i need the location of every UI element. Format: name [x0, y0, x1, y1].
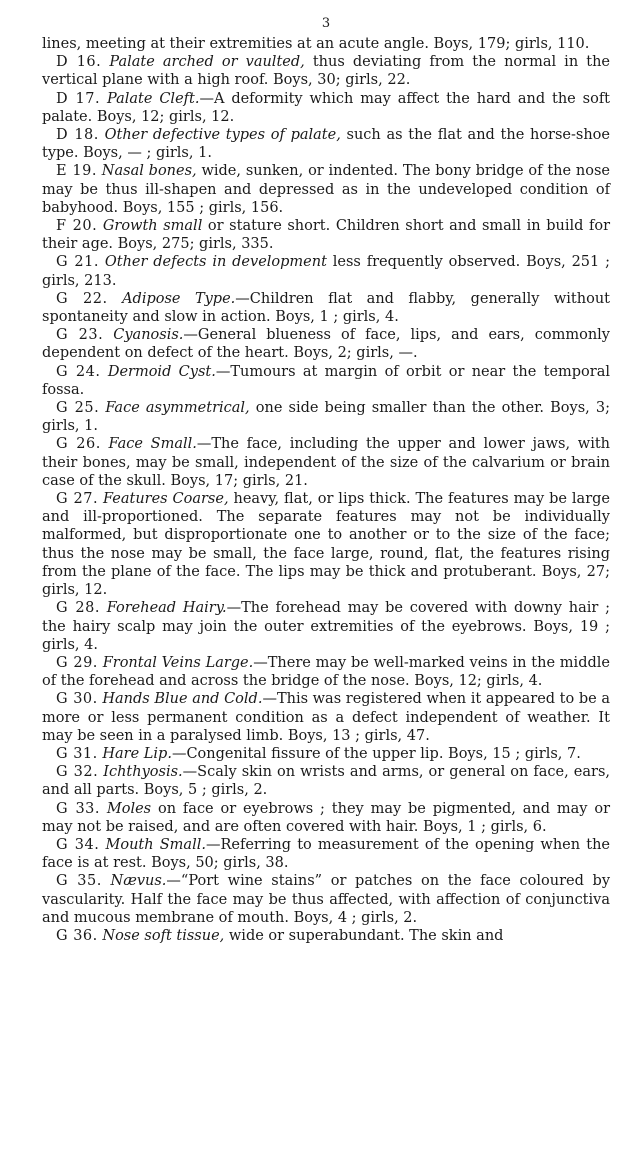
entry-paragraph [42, 253, 610, 289]
entry-title: Other defects in development [104, 254, 327, 271]
entry-code: G 28. [56, 600, 100, 617]
entry-paragraph [42, 162, 610, 217]
entry-title: Nose soft tissue, [102, 927, 225, 944]
entry-paragraph [42, 363, 610, 399]
entry-code: G 23. [56, 327, 104, 344]
entry-paragraph [42, 690, 610, 745]
entry-title: Nævus. [110, 873, 167, 890]
entry-code: D 17. [56, 90, 101, 107]
entry-text: on face or eyebrows ; they may be pigmented, and may or may not be raised, and are often covered with hair. Boys, 1 ; girls, 6. [42, 800, 611, 835]
entry-paragraph [42, 654, 610, 690]
entry-text: —General blueness of face, lips, and ears, commonly dependent on defect of the heart. Boys, 2; girls, —. [42, 327, 610, 362]
entry-title: Growth small [102, 218, 203, 235]
entry-paragraph [42, 599, 610, 654]
entry-paragraph [42, 326, 610, 362]
entry-code: G 34. [56, 836, 100, 853]
entry-code: G 27. [56, 491, 99, 508]
entry-code: G 31. [56, 745, 98, 762]
entry-text: —Congenital fissure of the upper lip. Boys, 15 ; girls, 7. [171, 745, 581, 762]
entry-code: D 16. [56, 54, 102, 71]
entry-code: G 33. [56, 800, 101, 817]
entry-code: F 20. [56, 218, 98, 235]
entry-paragraph [42, 872, 610, 927]
entry-title: Dermoid Cyst. [107, 363, 216, 380]
entry-text: —This was registered when it appeared to be a more or less permanent condition as a defect independent of weather. It may be seen in a paralysed limb. Boys, 13 ; girls, 47. [42, 691, 610, 744]
entry-paragraph [42, 490, 610, 599]
entry-text: —“Port wine stains” or patches on the face coloured by vascularity. Half the face may be thus affected, with affection of conjunctiva and mucous membrane of mouth. Boys, 4 ; girls, 2. [42, 873, 611, 926]
entry-code: G 22. [56, 290, 108, 307]
entry-text: —Referring to measurement of the opening when the face is at rest. Boys, 50; girls, 38. [42, 836, 610, 872]
entry-paragraph [42, 53, 610, 89]
entry-text: such as the flat and the horse-shoe type. Boys, — ; girls, 1. [42, 127, 610, 162]
entry-text: —The forehead may be covered with downy hair ; the hairy scalp may join the outer extremities of the eyebrows. Boys, 19 ; girls, 4. [42, 600, 610, 653]
entry-title: Forehead Hairy. [106, 600, 227, 617]
entry-paragraph [42, 126, 610, 162]
entry-title: Cyanosis. [113, 327, 184, 344]
entry-text: thus deviating from the normal in the vertical plane with a high roof. Boys, 30; girls, 22. [42, 54, 610, 89]
entry-code: G 21. [56, 254, 99, 271]
entry-code: D 18. [56, 127, 99, 144]
entry-text: lines, meeting at their extremities at an acute angle. Boys, 179; girls, 110. [42, 36, 590, 52]
entry-title: Moles [106, 800, 152, 817]
entry-code: G 32. [56, 764, 99, 781]
entry-title: Ichthyosis. [103, 764, 183, 781]
entry-paragraph [42, 836, 610, 872]
entry-title: Hands Blue and Cold. [102, 691, 263, 708]
entry-title: Face asymmetrical, [105, 400, 250, 417]
entry-paragraph [42, 745, 610, 763]
entry-paragraph [42, 927, 610, 945]
entry-paragraph [42, 435, 610, 490]
entry-code: G 25. [56, 400, 100, 417]
page-number: 3 [321, 16, 331, 31]
entry-paragraph [42, 800, 610, 836]
entry-code: G 24. [56, 363, 101, 380]
entry-title: Nasal bones, [101, 163, 197, 180]
entry-text: wide or superabundant. The skin and [224, 927, 504, 944]
entry-code: G 29. [56, 654, 98, 671]
entry-title: Hare Lip. [102, 745, 172, 762]
entry-text: —Scaly skin on wrists and arms, or general on face, ears, and all parts. Boys, 5 ; girls, 2. [42, 764, 610, 799]
entry-title: Features Coarse, [103, 491, 229, 508]
entry-code: G 35. [56, 873, 102, 890]
entry-paragraph [42, 90, 610, 126]
entry-text: —Children flat and flabby, generally without spontaneity and slow in action. Boys, 1 ; girls, 4. [42, 290, 610, 326]
entry-paragraph [42, 35, 610, 53]
entry-title: Face Small. [108, 436, 197, 453]
entry-text: less frequently observed. Boys, 251 ; girls, 213. [42, 254, 610, 289]
entry-title: Mouth Small. [105, 836, 206, 853]
entry-title: Palate Cleft. [107, 90, 200, 107]
entry-text: —There may be well-marked veins in the middle of the forehead and across the bridge of the nose. Boys, 12; girls, 4. [42, 654, 610, 690]
entry-text: —A deformity which may affect the hard and the soft palate. Boys, 12; girls, 12. [42, 90, 611, 125]
entry-text: —The face, including the upper and lower jaws, with their bones, may be small, independent of the size of the calvarium or brain case of the skull. Boys, 17; girls, 21. [42, 436, 611, 489]
entry-code: G 26. [56, 436, 101, 453]
entry-text: or stature short. Children short and small in build for their age. Boys, 275; girls, 335. [42, 218, 611, 253]
entry-paragraph [42, 290, 610, 326]
entry-title: Adipose Type. [122, 290, 236, 307]
entry-code: E 19. [56, 163, 97, 180]
entry-text: one side being smaller than the other. Boys, 3; girls, 1. [42, 400, 610, 435]
entry-title: Palate arched or vaulted, [109, 54, 305, 71]
entry-code: G 36. [56, 927, 98, 944]
entry-paragraph [42, 763, 610, 799]
entry-text: —Tumours at margin of orbit or near the temporal fossa. [42, 363, 611, 398]
entry-text: wide, sunken, or indented. The bony bridge of the nose may be thus ill-shapen and depressed as in the undeveloped condition of babyhood. Boys, 155 ; girls, 156. [42, 163, 610, 216]
entry-list [42, 35, 610, 945]
entry-title: Other defective types of palate, [104, 127, 341, 144]
entry-paragraph [42, 399, 610, 435]
entry-text: heavy, flat, or lips thick. The features may be large and ill-proportioned. The separate features may not be individually malformed, but disproportionate one to another or to the size of the face; thus the nose may be small, the face large, round, flat, the features rising from the plane of the face. The lips may be thick and protuberant. Boys, 27; girls, 12. [42, 491, 610, 599]
entry-title: Frontal Veins Large. [102, 654, 254, 671]
entry-code: G 30. [56, 691, 98, 708]
entry-paragraph [42, 217, 610, 253]
